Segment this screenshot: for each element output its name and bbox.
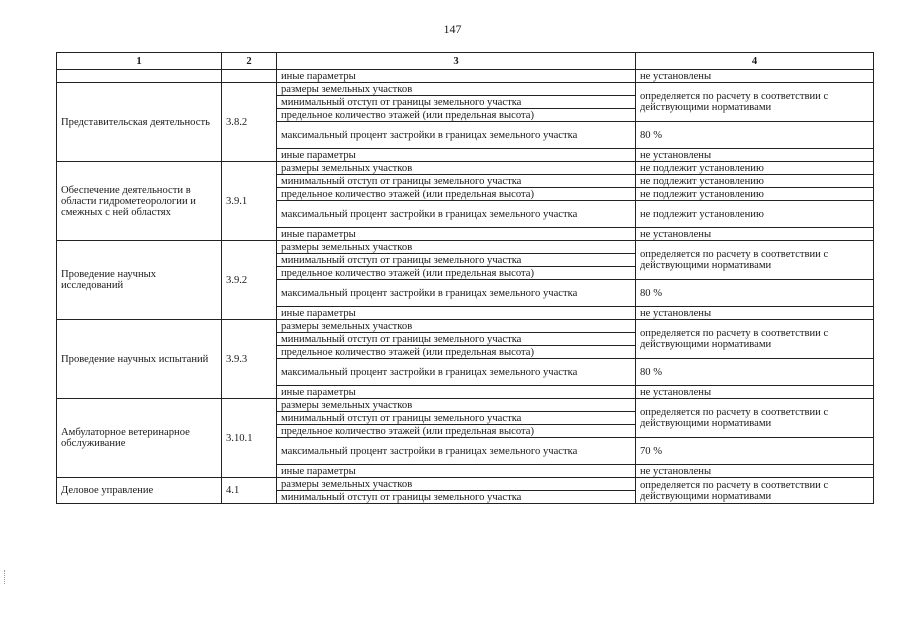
- param-cell: размеры земельных участков: [277, 83, 636, 96]
- table-row: [57, 162, 874, 175]
- param-cell: минимальный отступ от границы земельного участка: [277, 412, 636, 425]
- value-cell: не установлены: [636, 307, 874, 320]
- activity-code: 3.8.2: [222, 83, 277, 162]
- value-cell: не подлежит установлению: [636, 201, 874, 228]
- activity-code: 3.9.1: [222, 162, 277, 241]
- param-cell: предельное количество этажей (или предельная высота): [277, 267, 636, 280]
- param-cell: иные параметры: [277, 386, 636, 399]
- value-cell: не подлежит установлению: [636, 162, 874, 175]
- activity-code: 3.10.1: [222, 399, 277, 478]
- activity-code: 3.9.3: [222, 320, 277, 399]
- activity-name: Деловое управление: [57, 478, 222, 504]
- activity-name: Проведение научных испытаний: [57, 320, 222, 399]
- param-cell: размеры земельных участков: [277, 478, 636, 491]
- param-cell: максимальный процент застройки в границах земельного участка: [277, 359, 636, 386]
- activity-name: Обеспечение деятельности в области гидрометеорологии и смежных с ней областях: [57, 162, 222, 241]
- param-cell: иные параметры: [277, 465, 636, 478]
- param-cell: минимальный отступ от границы земельного участка: [277, 333, 636, 346]
- value-cell: определяется по расчету в соответствии с действующими нормативами: [636, 399, 874, 438]
- value-cell: определяется по расчету в соответствии с действующими нормативами: [636, 241, 874, 280]
- param-cell: размеры земельных участков: [277, 320, 636, 333]
- value-cell: 70 %: [636, 438, 874, 465]
- name-cell: [57, 70, 222, 83]
- table-row: [57, 478, 874, 491]
- param-cell: иные параметры: [277, 70, 636, 83]
- table-row: [57, 320, 874, 333]
- param-cell: иные параметры: [277, 307, 636, 320]
- header-col-3: 3: [277, 53, 636, 70]
- value-cell: не установлены: [636, 386, 874, 399]
- header-col-4: 4: [636, 53, 874, 70]
- param-cell: максимальный процент застройки в границах земельного участка: [277, 280, 636, 307]
- param-cell: иные параметры: [277, 149, 636, 162]
- scan-edge-mark: [4, 570, 7, 584]
- header-col-2: 2: [222, 53, 277, 70]
- value-cell: не подлежит установлению: [636, 188, 874, 201]
- value-cell: 80 %: [636, 359, 874, 386]
- param-cell: размеры земельных участков: [277, 399, 636, 412]
- regulations-table: [56, 52, 874, 504]
- param-cell: предельное количество этажей (или предельная высота): [277, 188, 636, 201]
- table-row: [57, 399, 874, 412]
- param-cell: иные параметры: [277, 228, 636, 241]
- param-cell: размеры земельных участков: [277, 241, 636, 254]
- param-cell: минимальный отступ от границы земельного участка: [277, 491, 636, 504]
- activity-name: Представительская деятельность: [57, 83, 222, 162]
- param-cell: максимальный процент застройки в границах земельного участка: [277, 122, 636, 149]
- value-cell: определяется по расчету в соответствии с действующими нормативами: [636, 83, 874, 122]
- header-row: [57, 53, 874, 70]
- value-cell: 80 %: [636, 122, 874, 149]
- activity-code: 3.9.2: [222, 241, 277, 320]
- value-cell: не установлены: [636, 149, 874, 162]
- param-cell: предельное количество этажей (или предельная высота): [277, 346, 636, 359]
- table-row: [57, 70, 874, 83]
- value-cell: определяется по расчету в соответствии с действующими нормативами: [636, 320, 874, 359]
- value-cell: 80 %: [636, 280, 874, 307]
- header-col-1: 1: [57, 53, 222, 70]
- param-cell: минимальный отступ от границы земельного участка: [277, 96, 636, 109]
- param-cell: размеры земельных участков: [277, 162, 636, 175]
- param-cell: максимальный процент застройки в границах земельного участка: [277, 201, 636, 228]
- value-cell: не установлены: [636, 70, 874, 83]
- activity-name: Проведение научных исследований: [57, 241, 222, 320]
- table-row: [57, 241, 874, 254]
- param-cell: предельное количество этажей (или предельная высота): [277, 109, 636, 122]
- param-cell: предельное количество этажей (или предельная высота): [277, 425, 636, 438]
- value-cell: не установлены: [636, 228, 874, 241]
- code-cell: [222, 70, 277, 83]
- value-cell: определяется по расчету в соответствии с действующими нормативами: [636, 478, 874, 504]
- page-number: 147: [443, 22, 462, 36]
- param-cell: минимальный отступ от границы земельного участка: [277, 254, 636, 267]
- value-cell: не установлены: [636, 465, 874, 478]
- table-row: [57, 83, 874, 96]
- activity-name: Амбулаторное ветеринарное обслуживание: [57, 399, 222, 478]
- param-cell: максимальный процент застройки в границах земельного участка: [277, 438, 636, 465]
- param-cell: минимальный отступ от границы земельного участка: [277, 175, 636, 188]
- activity-code: 4.1: [222, 478, 277, 504]
- value-cell: не подлежит установлению: [636, 175, 874, 188]
